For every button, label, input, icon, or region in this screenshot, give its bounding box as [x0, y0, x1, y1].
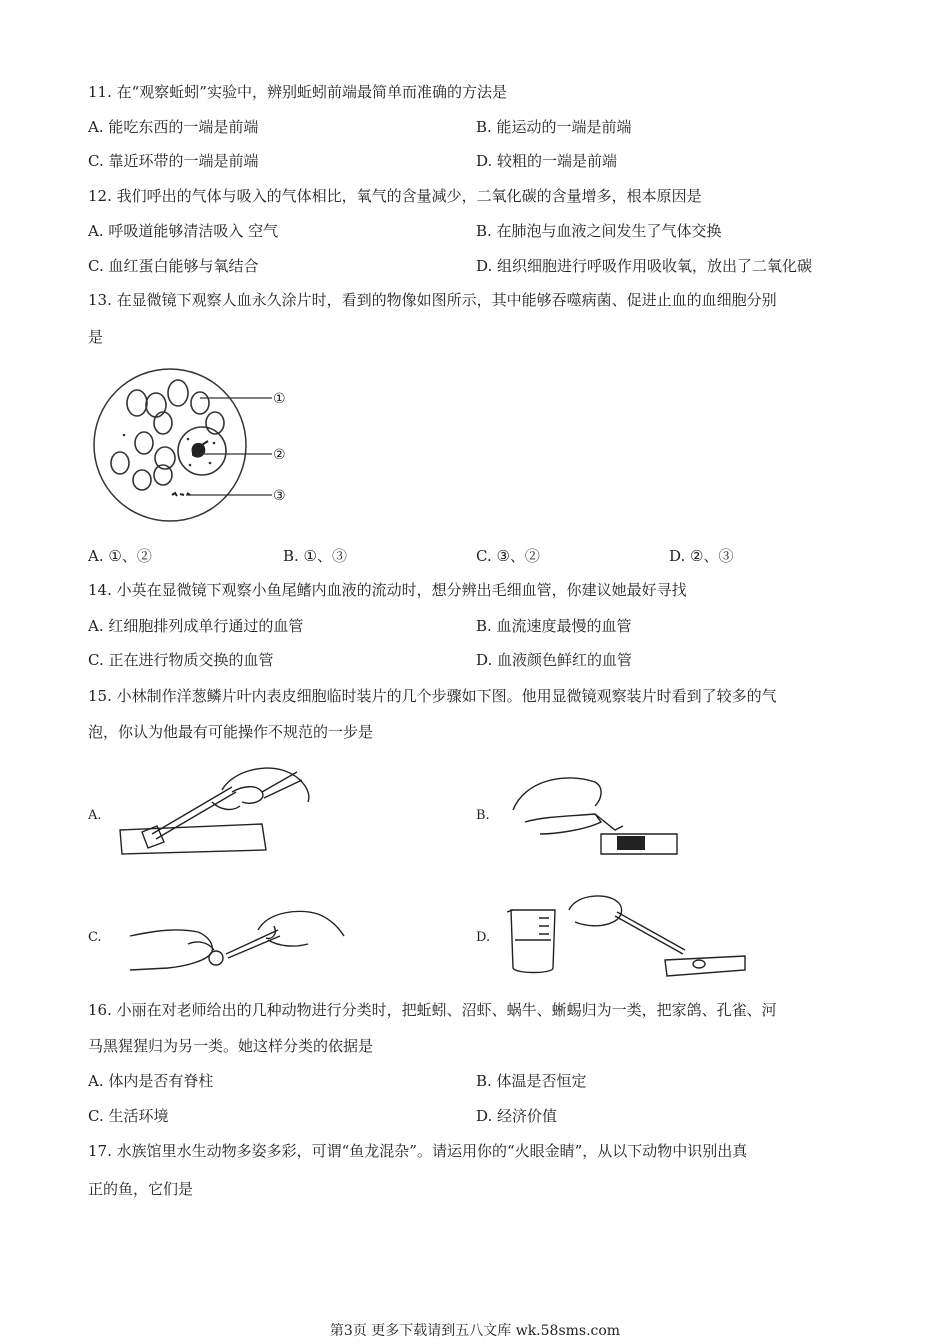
figure-label-1: ① [273, 391, 286, 407]
q15-stem-line1: 15. 小林制作洋葱鳞片叶内表皮细胞临时装片的几个步骤如下图。他用显微镜观察装片时看到了较多的气 [88, 687, 777, 705]
q11-option-b[interactable]: B. 能运动的一端是前端 [476, 118, 632, 136]
step-d-illustration [505, 890, 750, 980]
q17-stem-line1: 17. 水族馆里水生动物多姿多彩，可谓“鱼龙混杂”。请运用你的“火眼金睛”，从以下动物中识别出真 [88, 1142, 748, 1160]
step-c-illustration [128, 900, 348, 980]
q14-option-c[interactable]: C. 正在进行物质交换的血管 [88, 651, 274, 669]
q12-stem: 12. 我们呼出的气体与吸入的气体相比，氧气的含量减少，二氧化碳的含量增多，根本原因是 [88, 187, 702, 205]
step-a-illustration [112, 762, 327, 857]
figure-label-2: ② [273, 447, 286, 463]
q13-stem-line2: 是 [88, 328, 104, 346]
q16-option-a[interactable]: A. 体内是否有脊柱 [88, 1072, 214, 1090]
q15-stem-line2: 泡，你认为他最有可能操作不规范的一步是 [88, 723, 374, 741]
q13-stem-line1: 13. 在显微镜下观察人血永久涂片时，看到的物像如图所示，其中能够吞噬病菌、促进止血的血细胞分别 [88, 291, 777, 309]
q16-option-d[interactable]: D. 经济价值 [476, 1107, 558, 1125]
q12-option-c[interactable]: C. 血红蛋白能够与氧结合 [88, 257, 259, 275]
q11-option-c[interactable]: C. 靠近环带的一端是前端 [88, 152, 259, 170]
q12-option-a[interactable]: A. 呼吸道能够清洁吸入 空气 [88, 222, 279, 240]
figure-label-3: ③ [273, 488, 286, 504]
q16-stem-line2: 马黑猩猩归为另一类。她这样分类的依据是 [88, 1037, 374, 1055]
step-b-illustration [505, 770, 685, 858]
q16-stem-line1: 16. 小丽在对老师给出的几种动物进行分类时，把蚯蚓、沼虾、蜗牛、蜥蜴归为一类，把家鸽、孔雀、河 [88, 1001, 777, 1019]
q13-option-a[interactable]: A. ①、② [88, 547, 152, 565]
q15-option-c[interactable]: C. [88, 930, 102, 945]
blood-smear-figure [90, 365, 310, 530]
q11-option-a[interactable]: A. 能吃东西的一端是前端 [88, 118, 259, 136]
q12-option-b[interactable]: B. 在肺泡与血液之间发生了气体交换 [476, 222, 722, 240]
q14-option-b[interactable]: B. 血流速度最慢的血管 [476, 617, 632, 635]
q12-option-d[interactable]: D. 组织细胞进行呼吸作用吸收氧，放出了二氧化碳 [476, 257, 813, 275]
q14-option-d[interactable]: D. 血液颜色鲜红的血管 [476, 651, 633, 669]
q13-option-b[interactable]: B. ①、③ [283, 547, 348, 565]
q15-option-a[interactable]: A. [88, 808, 102, 823]
q15-option-d[interactable]: D. [476, 930, 491, 945]
q13-option-c[interactable]: C. ③、② [476, 547, 540, 565]
q17-stem-line2: 正的鱼，它们是 [88, 1180, 194, 1198]
q14-stem: 14. 小英在显微镜下观察小鱼尾鳍内血液的流动时，想分辨出毛细血管，你建议她最好寻找 [88, 581, 687, 599]
q16-option-c[interactable]: C. 生活环境 [88, 1107, 169, 1125]
q16-option-b[interactable]: B. 体温是否恒定 [476, 1072, 587, 1090]
page-footer: 第3页 更多下载请到五八文库 wk.58sms.com [329, 1323, 621, 1339]
q13-option-d[interactable]: D. ②、③ [669, 547, 734, 565]
q14-option-a[interactable]: A. 红细胞排列成单行通过的血管 [88, 617, 304, 635]
q11-option-d[interactable]: D. 较粗的一端是前端 [476, 152, 618, 170]
q15-option-b[interactable]: B. [476, 808, 490, 823]
q11-stem: 11. 在“观察蚯蚓”实验中，辨别蚯蚓前端最简单而准确的方法是 [88, 83, 507, 101]
